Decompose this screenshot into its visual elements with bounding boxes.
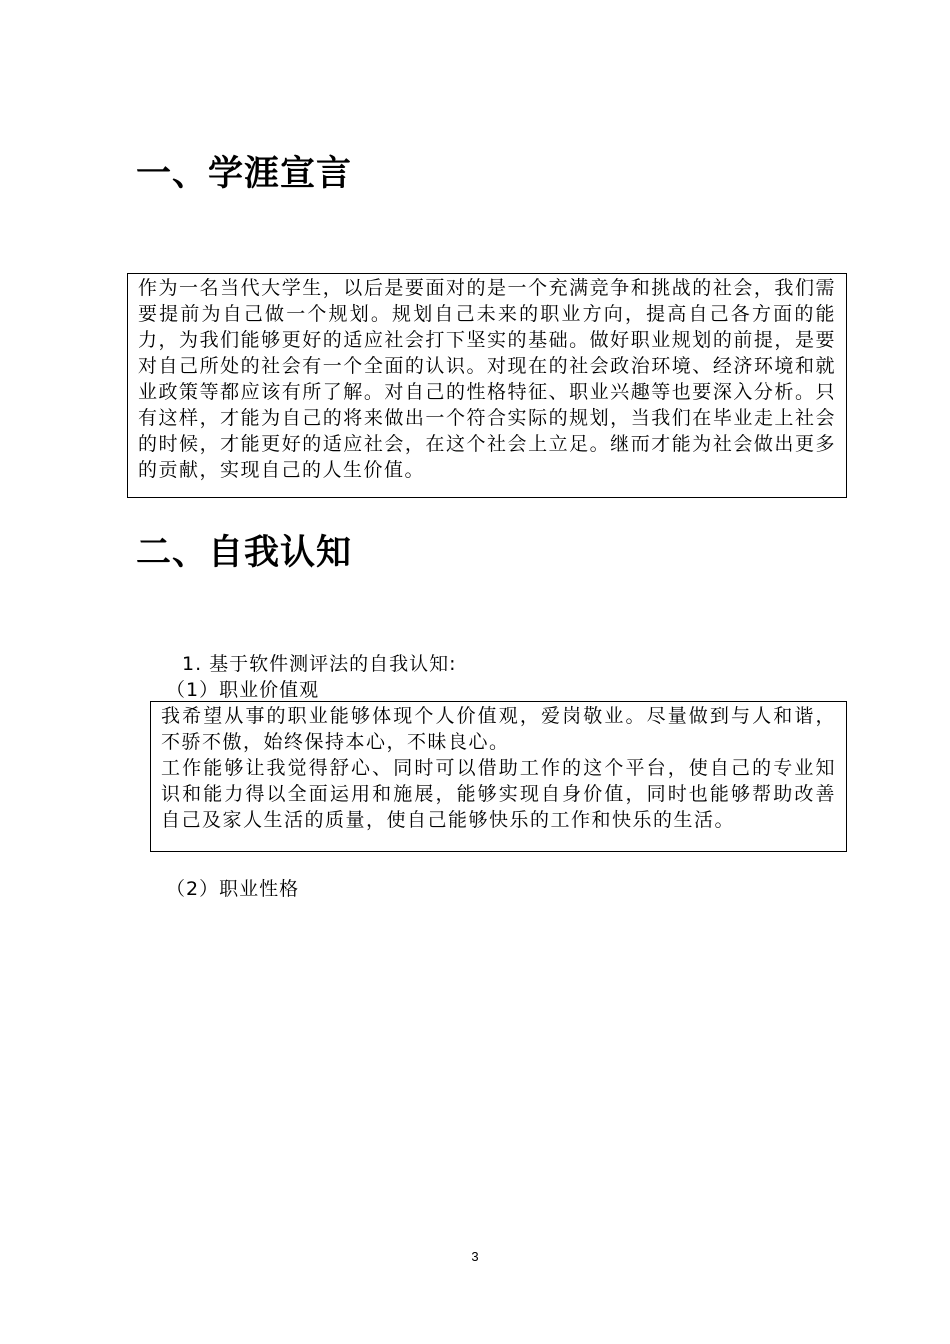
career-values-text-box	[150, 701, 847, 852]
section-heading-career-declaration: 一、学涯宣言	[136, 154, 353, 194]
section-heading-self-awareness: 二、自我认知	[136, 533, 353, 573]
page-number: 3	[471, 1249, 479, 1264]
item-label-career-personality: （2）职业性格	[166, 878, 300, 900]
declaration-paragraph: 作为一名当代大学生，以后是要面对的是一个充满竞争和挑战的社会，我们需要提前为自己做一个规划。规划自己未来的职业方向，提高自己各方面的能力，为我们能够更好的适应社会打下坚实的基础。做好职业规划的前提，是要对自己所处的社会有一个全面的认识。对现在的社会政治环境、经济环境和就业政策等都应该有所了解。对自己的性格特征、职业兴趣等也要深入分析。只有这样，才能为自己的将来做出一个符合实际的规划，当我们在毕业走上社会的时候，才能更好的适应社会，在这个社会上立足。继而才能为社会做出更多的贡献，实现自己的人生价值。	[138, 277, 836, 481]
declaration-text-box	[127, 273, 847, 498]
career-values-paragraph-1: 我希望从事的职业能够体现个人价值观，爱岗敬业。尽量做到与人和谐，不骄不傲，始终保持本心，不昧良心。	[161, 705, 836, 753]
subsection-heading-software-assessment: 1. 基于软件测评法的自我认知:	[182, 653, 457, 675]
item-label-career-values: （1）职业价值观	[166, 679, 320, 701]
career-values-paragraph-2: 工作能够让我觉得舒心、同时可以借助工作的这个平台，使自己的专业知识和能力得以全面运用和施展，能够实现自身价值，同时也能够帮助改善自己及家人生活的质量，使自己能够快乐的工作和快乐的生活。	[161, 757, 836, 831]
